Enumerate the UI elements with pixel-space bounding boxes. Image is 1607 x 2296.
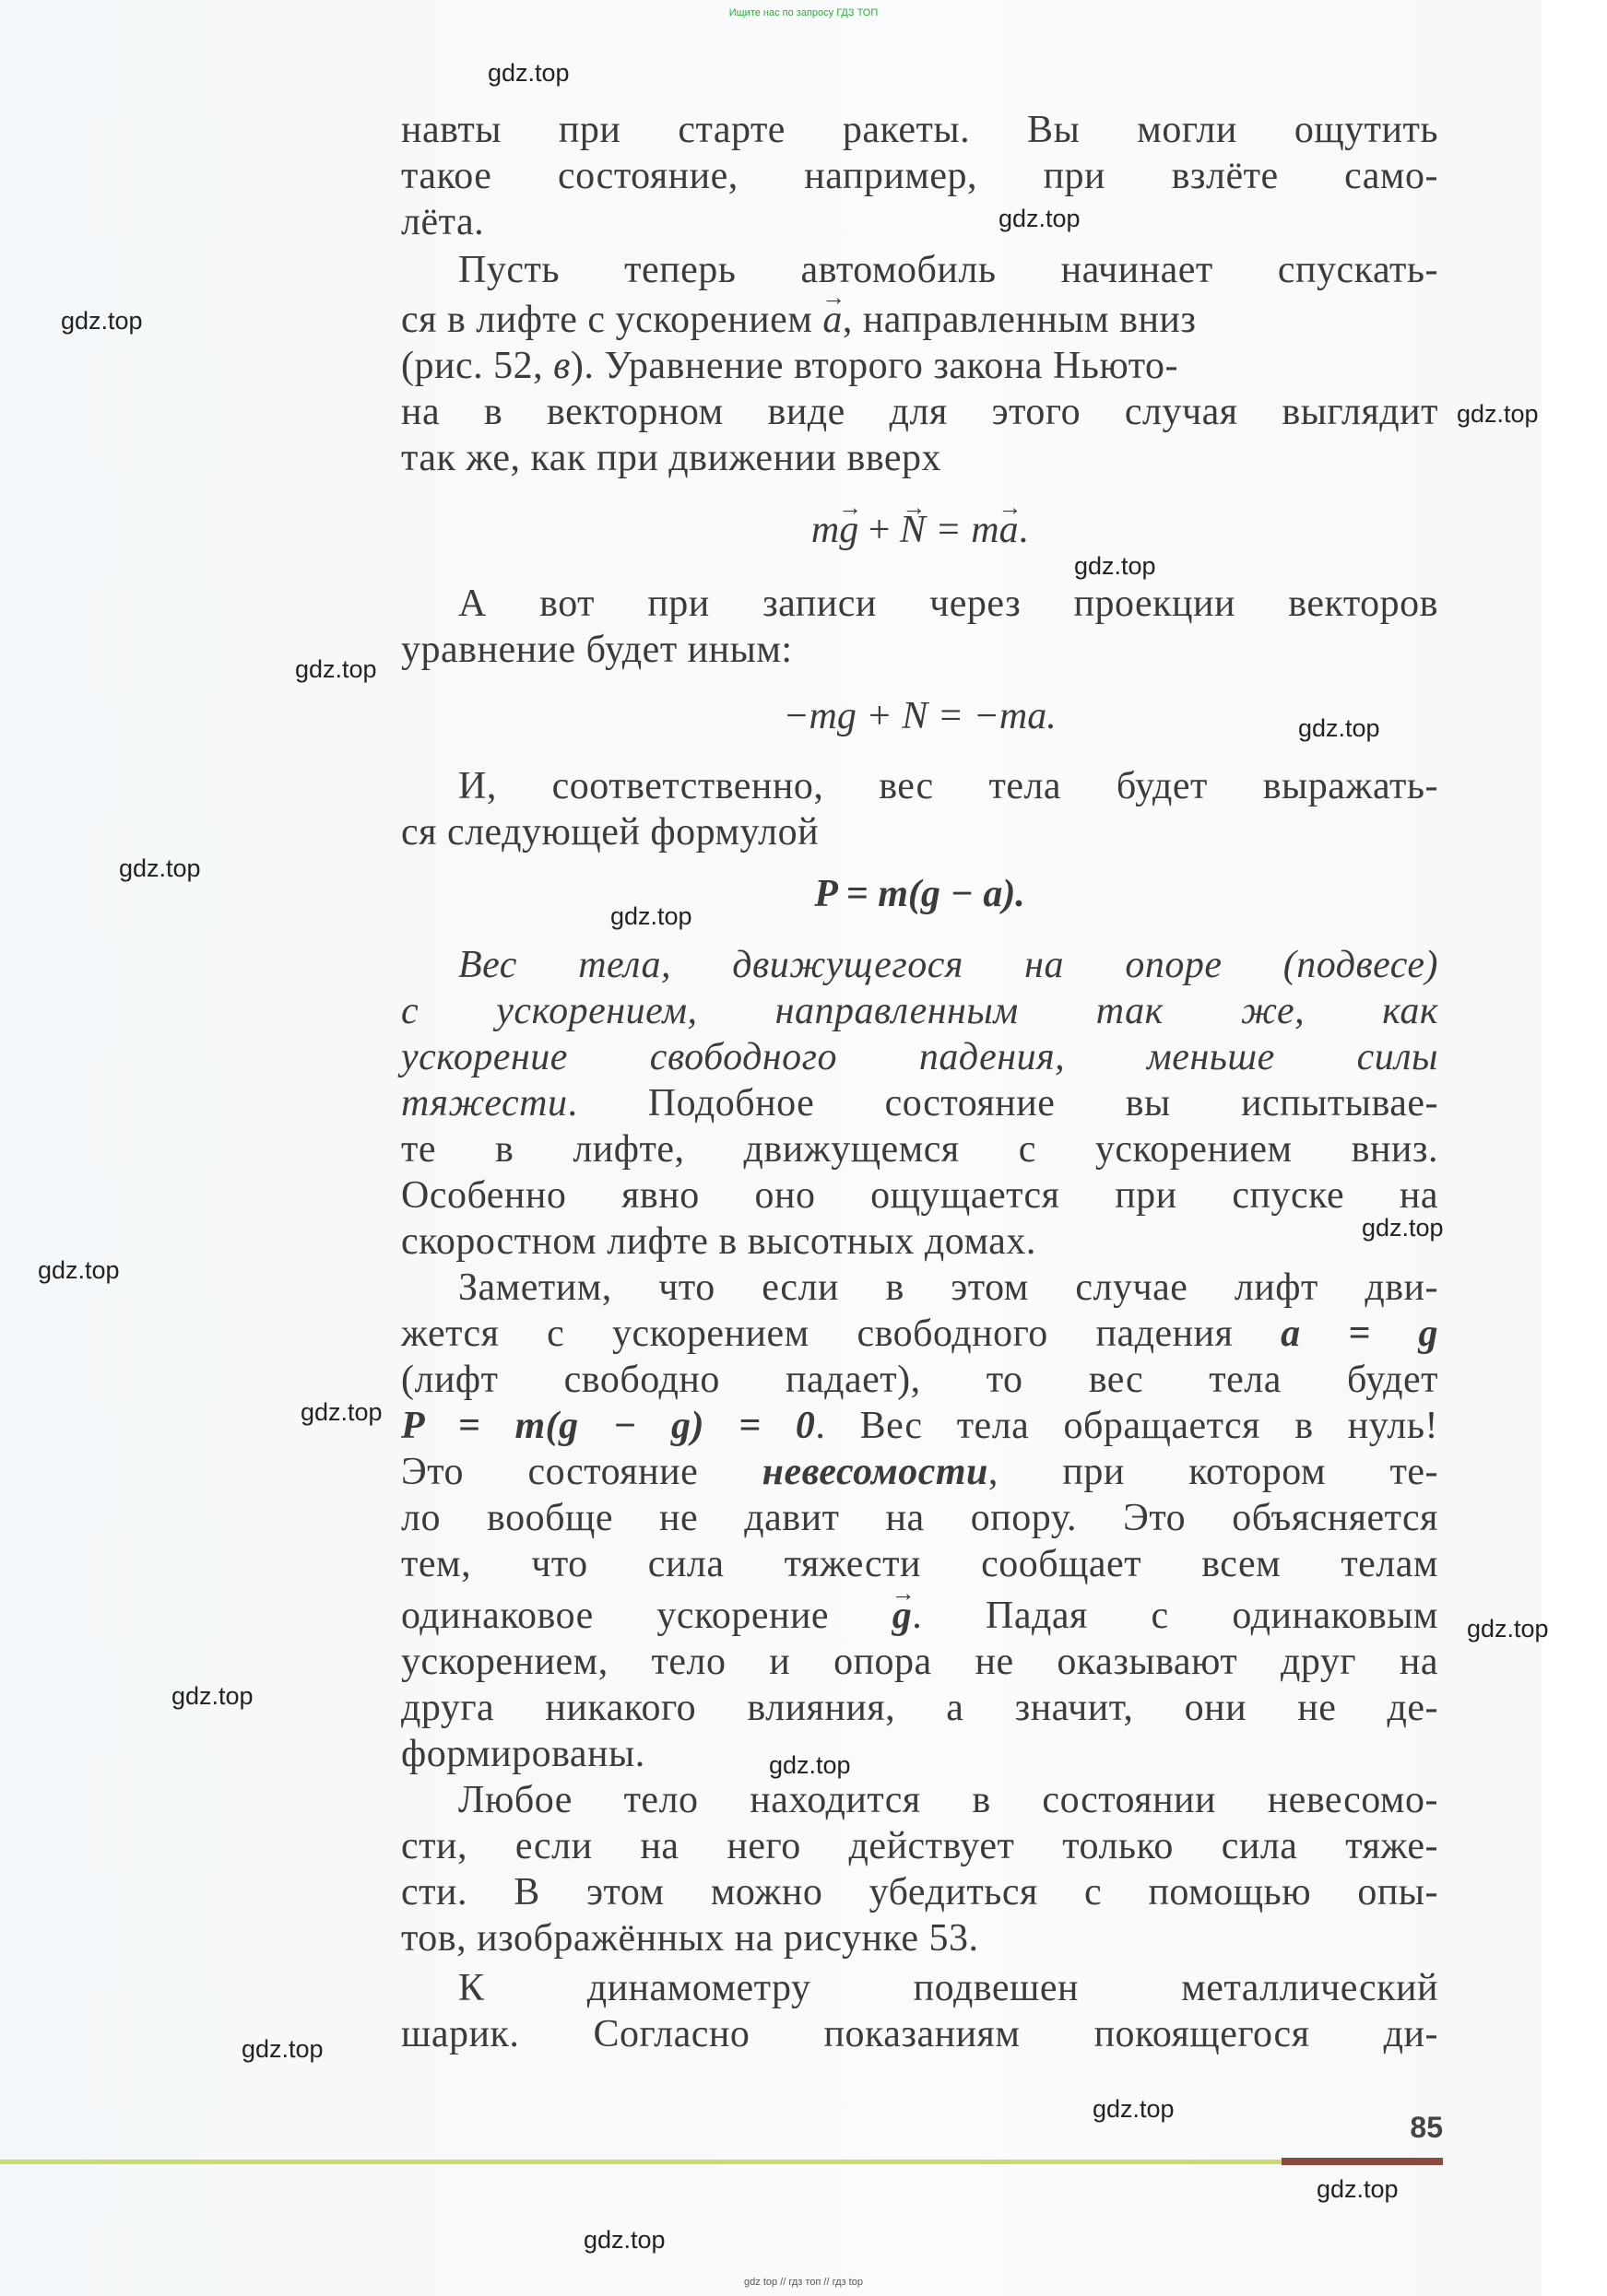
text-line: формированы. bbox=[401, 1733, 645, 1775]
text-line: те в лифте, движущемся с ускорением вниз. bbox=[401, 1128, 1438, 1171]
top-banner: Ищите нас по запросу ГДЗ ТОП bbox=[728, 7, 879, 18]
watermark: gdz.top bbox=[584, 2226, 666, 2254]
watermark: gdz.top bbox=[119, 854, 201, 882]
text-line: на в векторном виде для этого случая выглядит bbox=[401, 391, 1438, 433]
text-line: P = m(g − g) = 0. Вес тела обращается в нуль! bbox=[401, 1405, 1438, 1447]
vector-a: → a bbox=[822, 297, 843, 343]
text-line: ся в лифте с ускорением → a, направленным вниз bbox=[401, 297, 1438, 343]
watermark: gdz.top bbox=[295, 655, 377, 683]
text-line: сти, если на него действует только сила тяже- bbox=[401, 1825, 1438, 1867]
text-line: такое состояние, например, при взлёте само- bbox=[401, 155, 1438, 197]
vector-g: → g bbox=[892, 1593, 913, 1639]
watermark: gdz.top bbox=[769, 1751, 851, 1779]
text-line: Любое тело находится в состоянии невесомо- bbox=[458, 1779, 1438, 1821]
watermark: gdz.top bbox=[488, 59, 570, 87]
watermark: gdz.top bbox=[61, 307, 143, 335]
text-line: одинаковое ускорение → g. Падая с одинаковым bbox=[401, 1593, 1438, 1639]
watermark: gdz.top bbox=[1317, 2175, 1399, 2203]
watermark: gdz.top bbox=[171, 1682, 254, 1710]
text-line: Это состояние невесомости, при котором те- bbox=[401, 1451, 1438, 1493]
footer-rule bbox=[0, 2160, 1282, 2164]
page-number: 85 bbox=[1410, 2111, 1443, 2144]
watermark: gdz.top bbox=[1093, 2095, 1175, 2123]
text-line: шарик. Согласно показаниям покоящегося ди- bbox=[401, 2013, 1438, 2055]
text-line: А вот при записи через проекции векторов bbox=[458, 583, 1438, 625]
footer-rule-accent bbox=[1282, 2158, 1443, 2165]
watermark: gdz.top bbox=[301, 1398, 383, 1426]
text-line: лёта. bbox=[401, 201, 485, 243]
watermark: gdz.top bbox=[1298, 714, 1380, 742]
text-line: К динамометру подвешен металлический bbox=[458, 1967, 1438, 2009]
text-line: жется с ускорением свободного падения a = g bbox=[401, 1313, 1438, 1355]
text-line: тов, изображённых на рисунке 53. bbox=[401, 1917, 979, 1960]
text-line: друга никакого влияния, а значит, они не де- bbox=[401, 1687, 1438, 1729]
text-line: тяжести. Подобное состояние вы испытывае- bbox=[401, 1082, 1438, 1124]
text-line: Заметим, что если в этом случае лифт дви- bbox=[458, 1266, 1438, 1309]
text-line: сти. В этом можно убедиться с помощью опы- bbox=[401, 1871, 1438, 1913]
text-line: Особенно явно оно ощущается при спуске на bbox=[401, 1174, 1438, 1217]
watermark: gdz.top bbox=[1074, 552, 1156, 580]
watermark: gdz.top bbox=[610, 902, 692, 930]
watermark: gdz.top bbox=[998, 205, 1081, 232]
text-line: Пусть теперь автомобиль начинает спускать- bbox=[458, 249, 1438, 291]
watermark: gdz.top bbox=[242, 2035, 324, 2063]
text-line: (рис. 52, в). Уравнение второго закона Ньюто- bbox=[401, 345, 1179, 387]
text-line: с ускорением, направленным так же, как bbox=[401, 990, 1438, 1032]
text-line: (лифт свободно падает), то вес тела будет bbox=[401, 1359, 1438, 1401]
watermark: gdz.top bbox=[1467, 1615, 1549, 1643]
watermark: gdz.top bbox=[1457, 400, 1539, 428]
text-line: так же, как при движении вверх bbox=[401, 437, 942, 479]
text-line: ло вообще не давит на опору. Это объясняется bbox=[401, 1497, 1438, 1539]
watermark: gdz.top bbox=[1362, 1214, 1444, 1242]
watermark: gdz.top bbox=[38, 1256, 120, 1284]
text-line: ускорением, тело и опора не оказывают друг на bbox=[401, 1641, 1438, 1683]
formula-newton-vector: m→ g + → N = m→ a. bbox=[401, 507, 1438, 553]
text-line: ся следующей формулой bbox=[401, 811, 820, 854]
text-line: навты при старте ракеты. Вы могли ощутить bbox=[401, 109, 1438, 151]
text-line: скоростном лифте в высотных домах. bbox=[401, 1220, 1036, 1263]
text-line: Вес тела, движущегося на опоре (подвесе) bbox=[458, 944, 1438, 986]
formula-projections: −mg + N = −ma. bbox=[783, 695, 1057, 737]
text-line: тем, что сила тяжести сообщает всем телам bbox=[401, 1543, 1438, 1585]
text-line: ускорение свободного падения, меньше силы bbox=[401, 1036, 1438, 1078]
formula-weight: P = m(g − a). bbox=[814, 873, 1025, 915]
bottom-banner: gdz top // гдз топ // гдз top bbox=[744, 2277, 863, 2288]
text-line: уравнение будет иным: bbox=[401, 629, 793, 671]
text-line: И, соответственно, вес тела будет выражать- bbox=[458, 765, 1438, 807]
